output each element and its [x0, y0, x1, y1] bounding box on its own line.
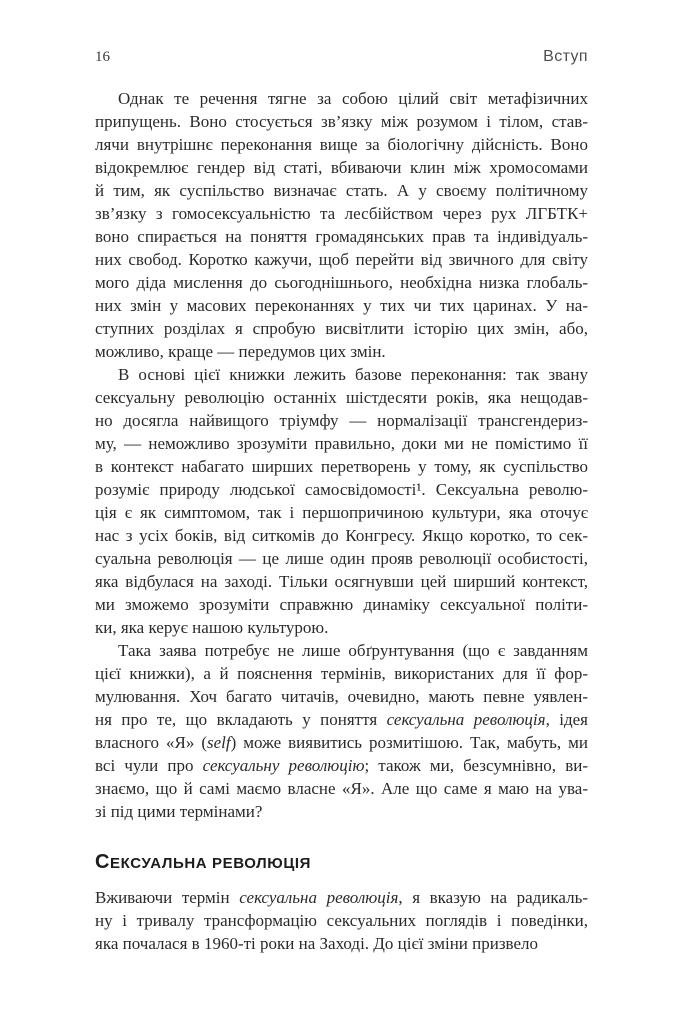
text-line: ція є як симптомом, так і першопричиною культури, яка оточує: [95, 503, 588, 522]
text-line: лячи внутрішнє переконання вище за біологічну дійсність. Воно: [95, 135, 588, 154]
text-line: й тим, як суспільство визначає стать. А у своєму політичному: [95, 181, 588, 200]
text-line: мулювання. Хоч багато читачів, очевидно, мають певне уявлен-: [95, 687, 588, 706]
text-line: зі під цими термінами?: [95, 802, 263, 821]
text-line: ступних розділах я спробую висвітлити історію цих змін, або,: [95, 319, 588, 338]
text-line: власного «Я» (self) може виявитись розмитішою. Так, мабуть, ми: [95, 733, 588, 752]
text-block: [95, 87, 588, 955]
section-heading-initial: С: [95, 851, 111, 873]
text-line: розуміє природу людської самосвідомості¹. Сексуальна револю-: [95, 480, 588, 499]
text-line: воно спирається на поняття громадянських прав та індивідуаль-: [95, 227, 588, 246]
section-heading: [95, 850, 588, 876]
running-title: Вступ: [543, 48, 588, 65]
text-line: ми зможемо зрозуміти справжню динаміку сексуальної політи-: [95, 595, 588, 614]
text-line: ня про те, що вкладають у поняття сексуальна революція, ідея: [95, 710, 588, 729]
text-line: зв’язку з гомосексуальністю та лесбійством через рух ЛГБТК+: [95, 204, 588, 223]
text-line: сексуальну революцію останніх шістдесяти років, яка нещодав-: [95, 388, 588, 407]
text-line: них свобод. Коротко кажучи, щоб перейти від звичного для світу: [95, 250, 588, 269]
text-line: цієї книжки), а й пояснення термінів, використаних для її фор-: [95, 664, 588, 683]
text-line: суальна революція — це лише один прояв революції особистості,: [95, 549, 588, 568]
text-line: в контекст набагато ширших перетворень у тому, як суспільство: [95, 457, 588, 476]
text-line: них змін у масових переконаннях у тих чи тих царинах. У на-: [95, 296, 588, 315]
page-number: 16: [95, 49, 110, 65]
text-line: мого діда мислення до сьогоднішнього, необхідна низка глобаль-: [95, 273, 588, 292]
text-line: Така заява потребує не лише обґрунтування (що є завданням: [118, 641, 588, 660]
text-line: всі чули про сексуальну революцію; також ми, безсумнівно, ви-: [95, 756, 588, 775]
running-header: [95, 48, 588, 66]
section-heading-rest: ЕКСУАЛЬНА РЕВОЛЮЦІЯ: [110, 855, 312, 872]
text-line: но досягла найвищого тріумфу — нормалізації трансгендериз-: [95, 411, 588, 430]
text-line: му, — неможливо зрозуміти правильно, доки ми не помістимо її: [95, 434, 588, 453]
text-line: Однак те речення тягне за собою цілий світ метафізичних: [118, 89, 588, 108]
text-line: можливо, краще — передумов цих змін.: [95, 342, 386, 361]
text-line: ки, яка керує нашою культурою.: [95, 618, 329, 637]
text-line: яка почалася в 1960-ті роки на Заході. До цієї зміни призвело: [95, 934, 539, 953]
text-line: Вживаючи термін сексуальна революція, я вказую на радикаль-: [95, 888, 589, 907]
text-line: яка відбулася на заході. Тільки осягнувши цей ширший контекст,: [95, 572, 588, 591]
text-line: В основі цієї книжки лежить базове переконання: так звану: [118, 365, 588, 384]
text-line: відокремлює гендер від статі, вбиваючи клин між хромосомами: [95, 158, 588, 177]
text-line: ну і тривалу трансформацію сексуальних поглядів і поведінки,: [95, 911, 588, 930]
text-line: припущень. Воно стосується зв’язку між розумом і тілом, став-: [95, 112, 588, 131]
text-line: знаємо, що й самі маємо власне «Я». Але що саме я маю на ува-: [95, 779, 588, 798]
text-line: нас з усіх боків, від ситкомів до Конгресу. Якщо коротко, то сек-: [95, 526, 588, 545]
